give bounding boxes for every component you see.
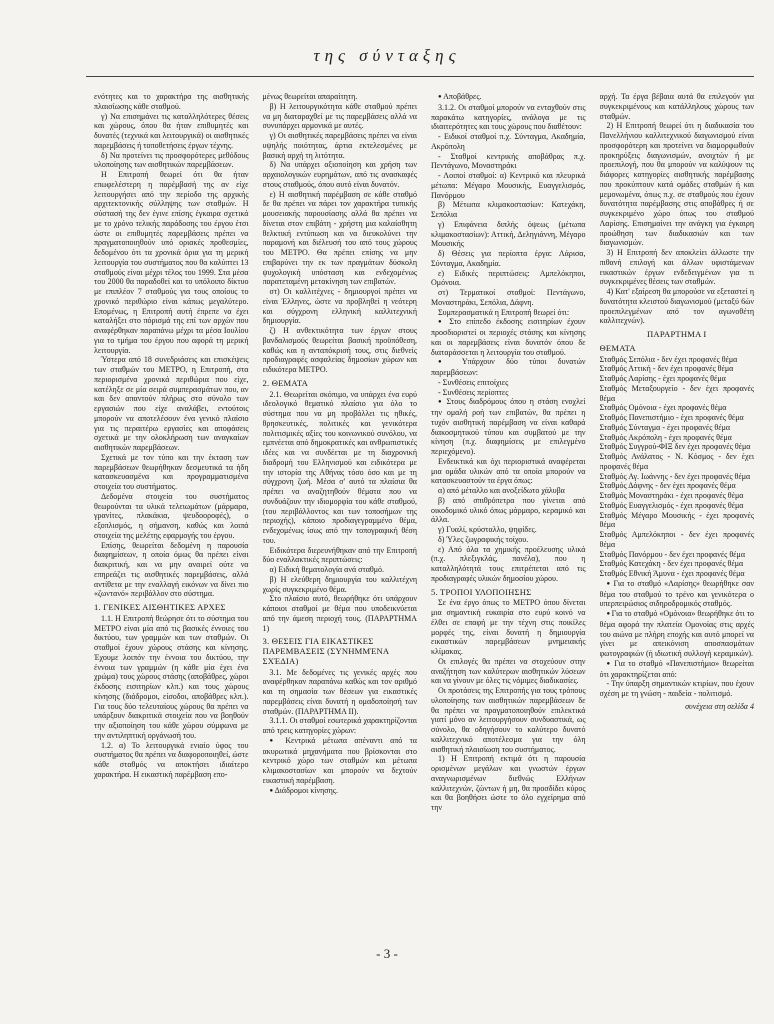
paragraph: γ) Γυαλί, κρύσταλλο, ψηφίδες. — [438, 525, 537, 534]
paragraph: Σταθμός Αμπελόκηποι - δεν έχει προφανές θέμα — [599, 530, 754, 549]
paragraph: Οι προτάσεις της Επιτροπής για τους τρόπους υλοποίησης των αισθητικών παρεμβάσεων δε θα πρέπει να πραγματοποιηθούν επιλεκτικά γιατί μόνο αν λειτουργήσουν συνδυαστικά, ως σύνολο, θα οδηγήσουν το καλύτερο δυνατό καλλιτεχνικό αποτέλεσμα για την όλη αισθητική πλαισίωση του συστήματος. — [431, 686, 586, 754]
paragraph: 2) Η Επιτροπή θεωρεί ότι η διαδικασία του Πανελλήνιου καλλιτεχνικού διαγωνισμού είναι προσφορότερη και προτείνει να διαμορφωθούν προκηρύξεις διαγωνισμών, ανοιχτών ή με προεπιλογή, που θα μπορούν να καλύψουν τις διάφορες κατηγορίες αισθητικής παρέμβασης που προκύπτουν κατά ομάδες σταθμών ή και μεμονωμένα, όπως π.χ. σε σταθμούς που έχουν δυνατότητα παρέμβασης στις αποβάθρες ή σε συγκεκριμένο χώρο όπως του σταθμού Λαρίσης. Επισημαίνει την ανάγκη για έγκαιρη προώθηση των διαδικασιών και των διαγωνισμών. — [599, 121, 754, 248]
text-column-3 — [431, 92, 586, 938]
paragraph: δ) Να προτείνει τις προσφορότερες μεθόδους υλοποίησης των αισθητικών παρεμβάσεων. — [94, 150, 249, 170]
paragraph: γ) Επιφάνεια διπλής όψεως (μέτωπα κλιμακοστασίων): Αττική, Δεληγιάννη, Μέγαρο Μουσικής — [431, 219, 586, 249]
bullet-paragraph: ● Στο επίπεδο έκδοσης εισιτηρίων έχουν προσδιοριστεί οι περιοχές στάσης και κίνησης και οι παρεμβάσεις είναι δυνατόν όπου δε διαταράσσεται η λειτουργία του σταθμού. — [431, 317, 586, 357]
paragraph: ε) Από όλα τα χημικής προέλευσης υλικά (π.χ. πλεξιγκλάς, πανέλα), που η καταλληλότητά τους επιτρέπεται από τις προδιαγραφές υλικών δημοσίου χώρου. — [431, 544, 586, 583]
text-column-4 — [600, 92, 755, 938]
paragraph: - Συνθέσεις επιτοίχιες — [438, 377, 509, 387]
continued-note: συνέχεια στη σελίδα 4 — [685, 701, 754, 711]
section-heading: ΠΑΡΑΡΤΗΜΑ Ι — [647, 329, 707, 339]
paragraph: Σταθμός Ευαγγελισμός - έχει προφανές θέμα — [599, 500, 744, 510]
bullet-paragraph: ● Για το σταθμό «Πανεπιστήμιο» θεωρείται ότι χαρακτηρίζεται από: — [600, 659, 755, 680]
paragraph: Σταθμός Εθνική Άμυνα - έχει προφανές θέμα — [599, 569, 745, 578]
paragraph: α) από μέταλλο και ανοξείδωτο χάλυβα — [438, 486, 565, 495]
paragraph: Σταθμός Συγγρού-ΦΙΞ δεν έχει προφανές θέμα — [599, 442, 751, 452]
bullet-paragraph: ● Στους διαδρόμους όπου η στάση ενοχλεί την ομαλή ροή των επιβατών, θα πρέπει η τυχόν αισθητική παρέμβαση να είναι καθαρά διακοσμητικού τύπου και συμβατού με την κίνηση (π.χ. διαφημίσεις με επιλεγμένο περιεχόμενο). — [431, 397, 586, 457]
paragraph: αρχή. Τα έργα βέβαια αυτά θα επιλεγούν για συγκεκριμένους και κατάλληλους χώρους των σταθμών. — [599, 92, 754, 121]
paragraph: Σε ένα έργο όπως το ΜΕΤΡΟ όπου δίνεται μια σημαντική ευκαιρία στο ευρύ κοινό να έλθει σε επαφή με την τέχνη στις ποικίλες μορφές της, είναι δυνατή η δημιουργία εικαστικών παρεμβάσεων μνημειακής κλίμακας. — [431, 598, 586, 656]
paragraph: Σχετικά με τον τύπο και την έκταση των παρεμβάσεων θεωρήθηκαν δεσμευτικά τα ήδη κατασκευασμένα και προγραμματισμένα στοιχεία του συστήματος. — [94, 452, 249, 491]
paragraph: 3.1.1. Οι σταθμοί εσωτερικά χαρακτηρίζονται από τρεις κατηγορίες χώρων: — [262, 716, 417, 735]
paragraph: Σταθμός Πανεπιστήμιο - έχει προφανές θέμα — [599, 413, 744, 422]
paragraph: Σταθμός Ακρόπολη - έχει προφανές θέμα — [599, 432, 732, 442]
paragraph: β) Η ελεύθερη δημιουργία του καλλιτέχνη χωρίς συγκεκριμένο θέμα. — [262, 574, 417, 594]
paragraph: β) Η λειτουργικότητα κάθε σταθμού πρέπει να μη διαταραχθεί με τις παρεμβάσεις αλλά να συνυπάρχει αρμονικά με αυτές. — [262, 101, 417, 131]
section-heading: ΘΕΜΑΤΑ — [599, 342, 636, 353]
paragraph: 2.1. Θεωρείται σκόπιμο, να υπάρχει ένα ευρύ ιδεολογικό θεματικό πλαίσιο για όλο το σύστημα που να μη προβάλλει τις ηθικές, θρησκευτικές, πολιτικές και γενικότερα πολιτισμικές αξίες του κοινωνικού συνόλου, να εμπνέεται από δημοκρατικές και ανθρωπιστικές ιδέες και να συνδέεται με τη διαχρονική διαδρομή του Ελληνισμού και ειδικότερα με την ιστορία της Αθήνας τόσο όσο και με τη σύγχρονη ζωή. Μέσα σ' αυτό τα πλαίσια θα πρέπει να αναζητηθούν θέματα που να συνδυάζουν την ιδιομορφία του κάθε σταθμού, (του περιβάλλοντος και των τοποσήμων της περιοχής), κάποιο προδιαγεγραμμένο θέμα, ενδεχομένως ίσως από την τοπογραφική θέση του. — [262, 389, 417, 545]
paragraph: 3) Η Επιτροπή δεν αποκλείει άλλωστε την πιθανή επιλογή και άλλων υφιστάμενων εικαστικών έργων ενδεδειγμένων για τι συγκεκριμένες θέσεις των σταθμών. — [599, 248, 754, 287]
paragraph: Η Επιτροπή θεωρεί ότι θα ήταν επωφελέστερη η παρέμβασή της αν είχε λειτουργήσει από την περίοδο της αρχικής αρχιτεκτονικής σύλληψης των σταθμών. Η σύστασή της δεν έγινε επίσης έγκαιρα σχετικά με το χρόνο τελικής παράδοσης του έργου έτσι ώστε οι επιθυμητές παρεμβάσεις πρέπει να πραγματοποιηθούν υπό οριακές προθεσμίες, δεδομένου ότι τα χρονικά όρια για τη μερική λειτουργία του συστήματος που θα καλύπτει 13 σταθμούς είναι μέχρι τέλος του 1999. Στα μέσα του 2000 θα παραδοθεί και το υπόλοιπο δίκτυο με επιπλέον 7 σταθμούς για τους οποίους το χρονικό περιθώριο είναι κάπως μεγαλύτερο. Επομένως, η Επιτροπή αυτή έπρεπε να έχει καταλήξει στο πόρισμά της επί των αρχών που αναφέρθηκαν παραπάνω μέχρι τα μέσα Ιουλίου για το τμήμα του έργου που αφορά τη μερική λειτουργία. — [94, 170, 249, 355]
paragraph: Σταθμός Ομόνοια - έχει προφανές θέμα — [599, 403, 727, 413]
paragraph: Σταθμός Αττική - δεν έχει προφανές θέμα — [599, 364, 734, 374]
bullet-paragraph: ● Διάδρομοι κίνησης. — [263, 786, 418, 797]
paragraph: μένως θεωρείται απαραίτητη. — [262, 92, 358, 101]
section-heading: 2. ΘΕΜΑΤΑ — [262, 377, 309, 388]
paragraph: Ύστερα από 18 συνεδριάσεις και επισκέψεις των σταθμών του ΜΕΤΡΟ, η Επιτροπή, στα περιορισμένα χρονικά περιθώρια που είχε, κατέληξε σε μία σειρά συμπερασμάτων που, αν και δεν απαντούν πλήρως στο σύνολο των εργασιών που είχε αναλάβει, εντούτοις μπορούν να αποτελέσουν ένα γενικό πλαίσιο για τις περαιτέρω εργασίες και αποφάσεις σχετικά με την ολοκλήρωση των αναγκαίων αισθητικών παρεμβάσεων. — [94, 355, 249, 452]
page-header — [0, 0, 774, 80]
paragraph: Σταθμός Ανάλατος - Ν. Κόσμος - δεν έχει προφανές θέμα — [599, 452, 754, 471]
paragraph: 1) Η Επιτροπή εκτιμά ότι η παρουσία ορισμένων μεγάλων και γνωστών έργων αναγνωρισμένων διεθνώς Ελλήνων καλλιτεχνών, ζώντων ή μη, θα προσδίδει κύρος και θα βοηθήσει ώστε το όλο εγχείρημα από την — [431, 754, 586, 812]
bullet-paragraph: ● Κεντρικά μέτωπα απέναντι από τα ακυρωτικά μηχανήματα που βρίσκονται στο κεντρικό χώρο των σταθμών και μέτωπα κλιμακοστασίων και μπορούν να δεχτούν εικαστική παρέμβαση. — [263, 736, 418, 786]
paragraph: β) Μέτωπα κλιμακοστασίων: Κατεχάκη, Σεπόλια — [431, 200, 586, 219]
section-title: της σύνταξης — [313, 46, 461, 65]
paragraph: 3.1. Με δεδομένες τις γενικές αρχές που αναφέρθηκαν παραπάνω καθώς και τον αριθμό και τη σημασία των θέσεων για εικαστικές παρεμβάσεις είναι δυνατή η ομαδοποίησή των σταθμών. (ΠΑΡΑΡΤΗΜΑ ΙΙ). — [262, 667, 417, 716]
paragraph: Σταθμός Κατεχάκη - δεν έχει προφανές θέμα — [599, 559, 744, 569]
paragraph: δ) Να υπάρχει αξιοποίηση και χρήση των αρχαιολογικών ευρημάτων, από τις ανασκαφές στους σταθμούς, όπου αυτό είναι δυνατόν. — [262, 160, 417, 189]
bullet-paragraph: ● Για το σταθμό «Ομόνοια» θεωρήθηκε ότι το θέμα αφορά την πλατεία Ομονοίας στις αρχές του αιώνα με πλήρη εποχής και αυτό μπορεί να γίνει με απεικόνιση αποσπασμάτων φωτογραφιών (ή ιδιωτική συλλογή κεραμικών). — [600, 609, 755, 659]
paragraph: Συμπερασματικά η Επιτροπή θεωρεί ότι: — [438, 307, 570, 317]
paragraph: Δεδομένα στοιχεία του συστήματος θεωρούνται τα υλικά τελειωμάτων (μάρμαρα, γρανίτες, πλακάκια, ψευδοοροφές), ο εξοπλισμός, η σήμανση, καθώς και λοιπά στοιχεία της μελέτης εφαρμογής του έργου. — [94, 491, 249, 540]
paragraph: 4) Κατ' εξαίρεση θα μπορούσε να εξεταστεί η δυνατότητα κλειστού διαγωνισμού (μεταξύ 6ών προεπιλεγμένων από τον αγωνοθέτη καλλιτεχνών). — [599, 287, 754, 326]
paragraph: γ) Οι αισθητικές παρεμβάσεις πρέπει να είναι υψηλής ποιότητας, άρτια εκτελεσμένες με βασική αρχή τη λιτότητα. — [262, 131, 417, 160]
paragraph: - Συνθέσεις περίοπτες — [438, 387, 509, 397]
paragraph: Σταθμός Σεπόλια - δεν έχει προφανές θέμα — [599, 354, 738, 364]
text-column-1 — [94, 92, 249, 938]
paragraph: Σταθμός Αγ. Ιωάννης - δεν έχει προφανές θέμα — [599, 471, 751, 481]
paragraph: 1.2. α) Το λειτουργικά ενιαίο ύφος του συστήματος θα πρέπει να διαφοροποιηθεί, ώστε κάθε σταθμός να αποκτήσει ιδιαίτερο χαρακτήρα. Η εικαστική παρέμβαση επο- — [94, 740, 249, 779]
paragraph: Σταθμός Λαρίσης - έχει προφανές θέμα — [599, 374, 726, 383]
paragraph: - Λοιποί σταθμοί: α) Κεντρικό και πλευρικά μέτωπα: Μέγαρο Μουσικής, Ευαγγελισμός, Πανόρμου — [431, 171, 586, 200]
paragraph: Οι επιλογές θα πρέπει να στοχεύουν στην αναζήτηση των καλύτερων αισθητικών λύσεων και να γίνουν με όλες τις νόμιμες διαδικασίες. — [431, 656, 586, 686]
paragraph: Ειδικότερα διερευνήθηκαν από την Επιτροπή δύο εναλλακτικές περιπτώσεις: — [262, 545, 417, 565]
page-number: - 3 - — [376, 946, 398, 961]
paragraph: - Σταθμοί κεντρικής αποβάθρας π.χ. Πεντάγωνο, Μοναστηράκι — [431, 151, 586, 171]
paragraph: - Ειδικοί σταθμοί π.χ. Σύνταγμα, Ακαδημία, Ακρόπολη — [431, 132, 586, 151]
paragraph: 1.1. Η Επιτροπή θεώρησε ότι το σύστημα του ΜΕΤΡΟ είναι μία από τις βασικές έννοιες του δικτύου, των γραμμών και των σταθμών. Οι σταθμοί έχουν χώρους στάσης και κίνησης. Έχουμε λοιπόν την έννοια του δικτύου, την έννοια των γραμμών (η κάθε μία έχει ένα χρώμα) τους χώρους στάσης (αποβάθρες, χώροι έκδοσης εισιτηρίων κλπ.) και τους χώρους κίνησης (διάδρομοι, είσοδοι, αποβάθρες κλπ.). Για τους δύο τελευταίους χώρους θα πρέπει να υπάρξουν διακριτικά στοιχεία που να βοηθούν την αξιοποίηση του κάθε χώρου σύμφωνα με την αντιληπτική οργάνωσή του. — [94, 613, 249, 740]
paragraph: Σταθμός Πανόρμου - δεν έχει προφανές θέμα — [599, 549, 746, 559]
article-body — [94, 92, 754, 938]
paragraph: Σταθμός Μεταξουργείο - δεν έχει προφανές θέμα — [599, 383, 754, 403]
paragraph: δ) Θέσεις για περίοπτα έργα: Λάρισα, Σύνταγμα, Ακαδημία. — [431, 249, 586, 268]
paragraph: Επίσης, θεωρείται δεδομένη η παρουσία διαφημίσεων, η οποία όμως θα πρέπει είναι διακριτική, και να μην αναιρεί ούτε να επηρεάζει τις αισθητικές παρεμβάσεις, αλλά αντίθετα με την εναλλαγή εικόνων να δίνει πιο «ζωντανό» περιβάλλον στο σύστημα. — [94, 540, 249, 599]
paragraph: Σταθμός Σύνταγμα - έχει προφανές θέμα — [599, 422, 731, 432]
paragraph: στ) Τερματικοί σταθμοί: Πεντάγωνο, Μοναστηράκι, Σεπόλια, Δάφνη. — [431, 288, 586, 307]
paragraph: β) από σπιθρόπετρα που γίνεται από οικοδομικό υλικό όπως μάρμαρο, κεραμικό και άλλα. — [431, 495, 586, 525]
paragraph: Ενδεικτικά και όχι περιοριστικά αναφέρεται μια ομάδα υλικών από τα οποία μπορούν να κατασκευαστούν τα έργα όπως: — [431, 456, 586, 486]
paragraph: Σταθμός Μέγαρο Μουσικής - έχει προφανές θέμα — [599, 510, 754, 530]
paragraph: στ) Οι καλλιτέχνες - δημιουργοί πρέπει να είναι Έλληνες, ώστε να προβληθεί η νεότερη και σύγχρονη ελληνική καλλιτεχνική δημιουργία. — [262, 287, 417, 326]
paragraph: - Την ύπαρξη σημαντικών κτιρίων, που έχουν σχέση με τη γνώση - παιδεία - πολιτισμό. — [599, 679, 754, 698]
bullet-paragraph: ● Για το σταθμό «Λαρίσης» θεωρήθηκε σαν θέμα του σταθμού το τρένο και γενικότερα ο υπερπειρώσιος σιδηροδρομικός σταθμός. — [600, 579, 755, 609]
paragraph: ε) Η αισθητική παρέμβαση σε κάθε σταθμό δε θα πρέπει να πάρει τον χαρακτήρα τυπικής μουσειακής παρουσίασης αλλά θα πρέπει να δίνεται στον επιβάτη - χρήστη μια καλαίσθητη θελκτική εντύπωση και να διευκολύνει την παραμονή και διέλευσή του από τους χώρους του ΜΕΤΡΟ. Θα πρέπει επίσης να μην επιβαρύνει την εκ των πραγμάτων δύσκολη ψυχολογική υπόσταση και ενδεχομένως παρατεταμένη μετακίνηση των επιβατών. — [262, 189, 417, 287]
section-heading: 1. ΓΕΝΙΚΕΣ ΑΙΣΘΗΤΙΚΕΣ ΑΡΧΕΣ — [94, 602, 226, 612]
paragraph: γ) Να επισημάνει τις καταλληλότερες θέσεις και χώρους, όπου θα ήταν επιθυμητές και δυνατές (τεχνικά και λειτουργικά) οι αισθητικές παρεμβάσεις ή τοποθετήσεις έργων τέχνης. — [94, 111, 249, 150]
bullet-paragraph: ● Υπάρχουν δύο τύποι δυνατών παρεμβάσεων: — [431, 357, 586, 378]
paragraph: ενότητες και το χαρακτήρα της αισθητικής πλαισίωσης κάθε σταθμού. — [94, 92, 249, 111]
paragraph: ζ) Η ανθεκτικότητα των έργων στους βανδαλισμούς θεωρείται βασική προϋπόθεση, καθώς και η ανταπόκρισή τους, στις διεθνείς προδιαγραφές ασφαλείας δημοσίων χώρων και ειδικότερα ΜΕΤΡΟ. — [262, 326, 417, 374]
section-heading: 3. ΘΕΣΕΙΣ ΓΙΑ ΕΙΚΑΣΤΙΚΕΣ ΠΑΡΕΜΒΑΣΕΙΣ (ΣΥΝΗΜΜΈΝΑ ΣΧΈΔΙΑ) — [262, 636, 389, 666]
paragraph: Στο πλαίσιο αυτό, θεωρήθηκε ότι υπάρχουν κάποιοι σταθμοί με θέμα που υποδεικνύεται από την άμεση περιοχή τους. (ΠΑΡΑΡΤΗΜΑ 1) — [262, 594, 417, 633]
paragraph: α) Ειδική θεματολογία ανά σταθμό. — [269, 565, 385, 574]
header-rule — [86, 76, 754, 77]
paragraph: Σταθμός Δάφνης - δεν έχει προφανές θέμα — [599, 481, 736, 491]
bullet-paragraph: ● Αποβάθρες. — [431, 92, 586, 103]
paragraph: Σταθμός Μοναστηράκι - έχει προφανές θέμα — [599, 491, 744, 500]
paragraph: 3.1.2. Οι σταθμοί μπορούν να ενταχθούν στις παρακάτω κατηγορίες, ανάλογα με τις ιδιαιτερότητες και τους χώρους που διαθέτουν: — [431, 102, 586, 132]
paragraph: δ) Ύλες ζωγραφικής τοίχου. — [438, 534, 529, 544]
paragraph: ε) Ειδικές περιπτώσεις: Αμπελόκηποι, Ομόνοια. — [431, 268, 586, 288]
section-heading: 5. ΤΡΟΠΟΙ ΥΛΟΠΟΙΗΣΗΣ — [431, 586, 532, 597]
text-column-2 — [263, 92, 418, 938]
